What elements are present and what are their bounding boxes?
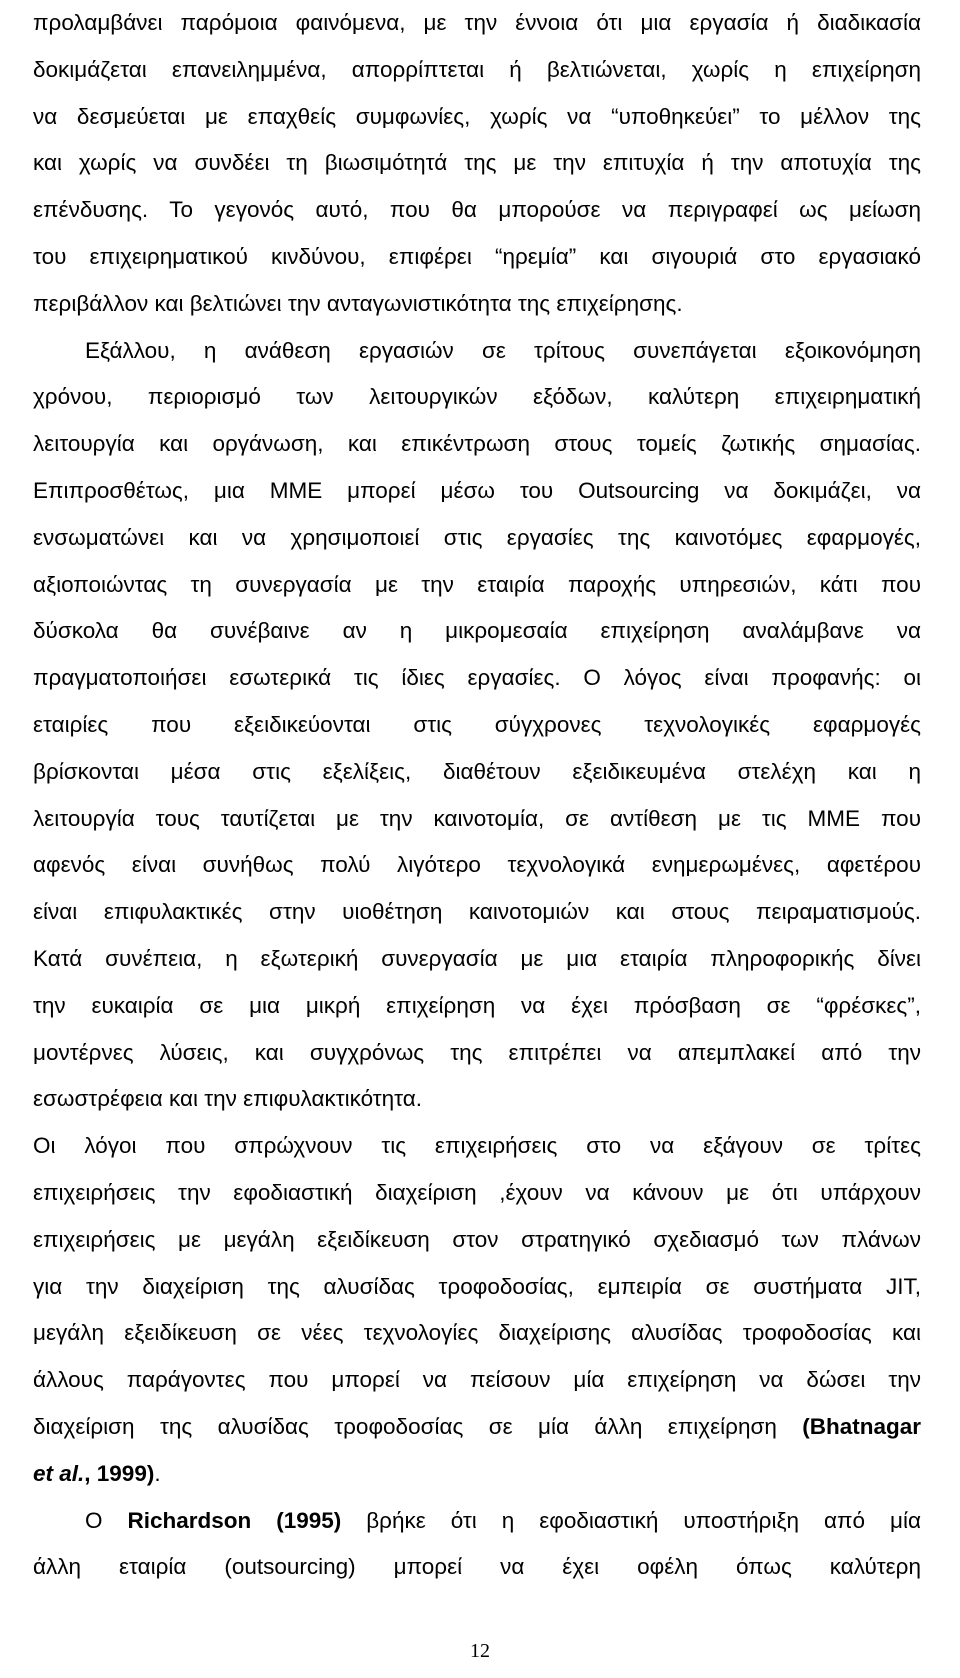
text-line-2: δοκιμάζεται επανειλημμένα, απορρίπτεται ή βελτιώνεται, χωρίς η επιχείρηση xyxy=(33,56,921,82)
text-line-30: άλλους παράγοντες που μπορεί να πείσουν μία επιχείρηση να δώσει την xyxy=(33,1367,921,1393)
text-line-12: ενσωματώνει και να χρησιμοποιεί στις εργασίες της καινοτόμες εφαρμογές, xyxy=(33,524,921,550)
text-line-11: Επιπροσθέτως, μια ΜΜΕ μπορεί μέσω του Outsourcing να δοκιμάζει, να xyxy=(33,477,921,503)
page-number: 12 xyxy=(470,1640,490,1662)
text-line-28: για την διαχείριση της αλυσίδας τροφοδοσίας, εμπειρία σε συστήματα JIT, xyxy=(33,1273,921,1299)
text-line-24: εσωστρέφεια και την επιφυλακτικότητα. xyxy=(33,1086,423,1112)
citation-bhatnagar: (Bhatnagar xyxy=(802,1413,921,1439)
text-line-27: επιχειρήσεις με μεγάλη εξειδίκευση στον στρατηγικό σχεδιασμό των πλάνων xyxy=(33,1226,921,1252)
text-span: διαχείριση της αλυσίδας τροφοδοσίας σε μία άλλη επιχείρηση xyxy=(33,1413,803,1439)
text-line-34: άλλη εταιρία (outsourcing) μπορεί να έχει οφέλη όπως καλύτερη xyxy=(33,1554,921,1580)
text-line-18: λειτουργία τους ταυτίζεται με την καινοτομία, σε αντίθεση με τις ΜΜΕ που xyxy=(33,805,921,831)
text-line-31 xyxy=(33,1404,921,1451)
text-line-7: περιβάλλον και βελτιώνει την ανταγωνιστικότητα της επιχείρησης. xyxy=(33,290,683,316)
text-line-10: λειτουργία και οργάνωση, και επικέντρωση στους τομείς ζωτικής σημασίας. xyxy=(33,431,921,457)
text-line-5: επένδυσης. Το γεγονός αυτό, που θα μπορούσε να περιγραφεί ως μείωση xyxy=(33,197,921,223)
text-line-9: χρόνου, περιορισμό των λειτουργικών εξόδων, καλύτερη επιχειρηματική xyxy=(33,384,921,410)
text-line-14: δύσκολα θα συνέβαινε αν η μικρομεσαία επιχείρηση αναλάμβανε να xyxy=(33,618,921,644)
text-line-33 xyxy=(33,1498,921,1545)
citation-year: , 1999) xyxy=(84,1460,155,1486)
body-text xyxy=(33,0,921,1591)
text-line-20: είναι επιφυλακτικές στην υιοθέτηση καινοτομιών και στους πειραματισμούς. xyxy=(33,899,921,925)
citation-richardson: Richardson (1995) xyxy=(127,1507,342,1533)
text-line-22: την ευκαιρία σε μια μικρή επιχείρηση να έχει πρόσβαση σε “φρέσκες”, xyxy=(33,992,921,1018)
citation-et-al: et al. xyxy=(33,1460,85,1486)
text-line-8: Εξάλλου, η ανάθεση εργασιών σε τρίτους συνεπάγεται εξοικονόμηση xyxy=(85,337,921,363)
text-line-4: και χωρίς να συνδέει τη βιωσιμότητά της με την επιτυχία ή την αποτυχία της xyxy=(33,150,921,176)
text-line-23: μοντέρνες λύσεις, και συγχρόνως της επιτρέπει να απεμπλακεί από την xyxy=(33,1039,921,1065)
text-line-15: πραγματοποιήσει εσωτερικά τις ίδιες εργασίες. Ο λόγος είναι προφανής: οι xyxy=(33,665,921,691)
text-line-16: εταιρίες που εξειδικεύονται στις σύγχρονες τεχνολογικές εφαρμογές xyxy=(33,711,921,737)
text-line-6: του επιχειρηματικού κινδύνου, επιφέρει “ηρεμία” και σιγουριά στο εργασιακό xyxy=(33,243,921,269)
text-line-32 xyxy=(33,1451,921,1498)
text-line-1: προλαμβάνει παρόμοια φαινόμενα, με την έννοια ότι μια εργασία ή διαδικασία xyxy=(33,10,921,35)
text-line-17: βρίσκονται μέσα στις εξελίξεις, διαθέτουν εξειδικευμένα στελέχη και η xyxy=(33,758,921,784)
text-line-13: αξιοποιώντας τη συνεργασία με την εταιρία παροχής υπηρεσιών, κάτι που xyxy=(33,571,921,597)
text-span: βρήκε ότι η εφοδιαστική υποστήριξη από μία xyxy=(341,1507,921,1533)
text-line-3: να δεσμεύεται με επαχθείς συμφωνίες, χωρίς να “υποθηκεύει” το μέλλον της xyxy=(33,103,921,129)
text-line-29: μεγάλη εξειδίκευση σε νέες τεχνολογίες διαχείρισης αλυσίδας τροφοδοσίας και xyxy=(33,1320,921,1346)
text-span: Ο xyxy=(85,1507,128,1533)
text-line-19: αφενός είναι συνήθως πολύ λιγότερο τεχνολογικά ενημερωμένες, αφετέρου xyxy=(33,852,921,878)
text-line-26: επιχειρήσεις την εφοδιαστική διαχείριση ,έχουν να κάνουν με ότι υπάρχουν xyxy=(33,1179,921,1205)
text-line-25: Οι λόγοι που σπρώχνουν τις επιχειρήσεις στο να εξάγουν σε τρίτες xyxy=(33,1133,921,1159)
text-line-21: Κατά συνέπεια, η εξωτερική συνεργασία με μια εταιρία πληροφορικής δίνει xyxy=(33,945,921,971)
text-span: . xyxy=(154,1460,161,1486)
